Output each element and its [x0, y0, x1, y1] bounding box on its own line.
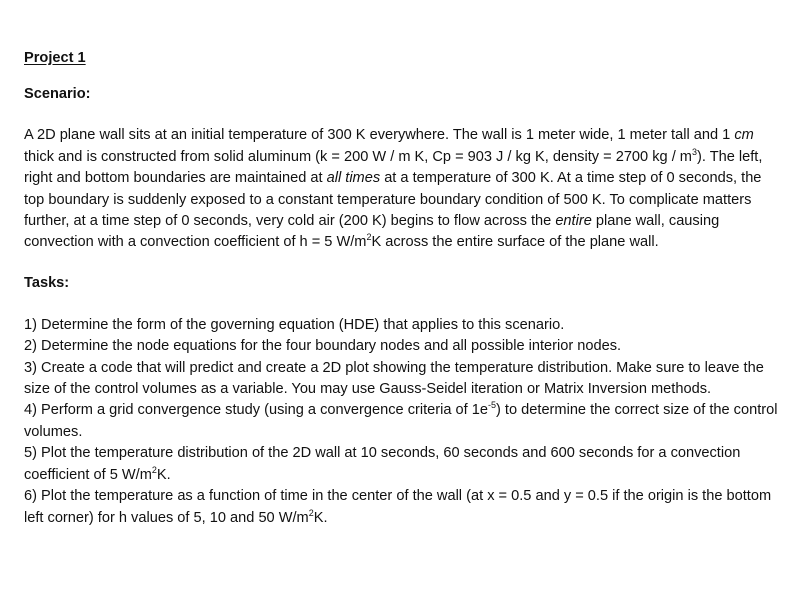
task-4-text-b: ) to determine the correct size of the control volumes. — [24, 402, 778, 440]
task-6 — [24, 486, 780, 529]
task-1: 1) Determine the form of the governing equation (HDE) that applies to this scenario. — [24, 316, 565, 333]
task-5-text-b: K. — [156, 466, 171, 483]
scenario-entire-italic: entire — [555, 213, 592, 230]
scenario-cm-italic: cm — [734, 127, 754, 144]
scenario-all-times-italic: all times — [326, 170, 381, 187]
scenario-text-6: K across the entire surface of the plane wall. — [371, 234, 659, 251]
task-4 — [24, 400, 780, 443]
scenario-text-4: at a temperature of 300 K. At a time step of 0 seconds, the top boundary is suddenly exposed to a constant temperature boundary condition of 500 K. To complicate matters further, at a time step of 0 seconds, very cold air (200 K) begins to flow across the — [24, 170, 762, 230]
task-3: 3) Create a code that will predict and create a 2D plot showing the temperature distribution. Make sure to leave the size of the control volumes as a variable. You may use Gauss-Seidel iteration or Matrix Inversion methods. — [24, 359, 764, 398]
task-6-text-a: 6) Plot the temperature as a function of time in the center of the wall (at x = 0.5 and y = 0.5 if the origin is the bottom left corner) for h values of 5, 10 and 50 W/m — [24, 488, 772, 526]
scenario-sup-2: 2 — [366, 232, 372, 243]
task-5-text-a: 5) Plot the temperature distribution of the 2D wall at 10 seconds, 60 seconds and 600 seconds for a convection coefficient of 5 W/m — [24, 445, 741, 483]
task-5-sup: 2 — [151, 464, 157, 475]
task-2: 2) Determine the node equations for the four boundary nodes and all possible interior nodes. — [24, 338, 622, 355]
scenario-text-1: A 2D plane wall sits at an initial temperature of 300 K everywhere. The wall is 1 meter wide, 1 meter tall and 1 — [24, 127, 735, 144]
task-6-text-b: K. — [313, 509, 328, 526]
scenario-paragraph — [24, 125, 780, 253]
project-title-row — [24, 48, 780, 69]
scenario-text-2: thick and is constructed from solid aluminum (k = 200 W / m K, Cp = 903 J / kg K, density = 2700 kg / m — [24, 148, 692, 165]
scenario-text-3: ). The left, right and bottom boundaries are maintained at — [24, 148, 763, 187]
scenario-sup-3: 3 — [691, 146, 697, 157]
scenario-text-5: plane wall, causing convection with a convection coefficient of h = 5 W/m — [24, 213, 720, 251]
task-4-text-a: 4) Perform a grid convergence study (using a convergence criteria of 1e — [24, 402, 488, 419]
task-5 — [24, 443, 780, 486]
task-6-sup: 2 — [308, 507, 314, 518]
task-4-sup: -5 — [488, 400, 497, 411]
project-title: Project 1 — [24, 50, 86, 66]
scenario-heading: Scenario: — [24, 86, 91, 103]
task-list — [24, 315, 780, 529]
document-body — [24, 48, 780, 529]
tasks-heading: Tasks: — [24, 274, 70, 291]
